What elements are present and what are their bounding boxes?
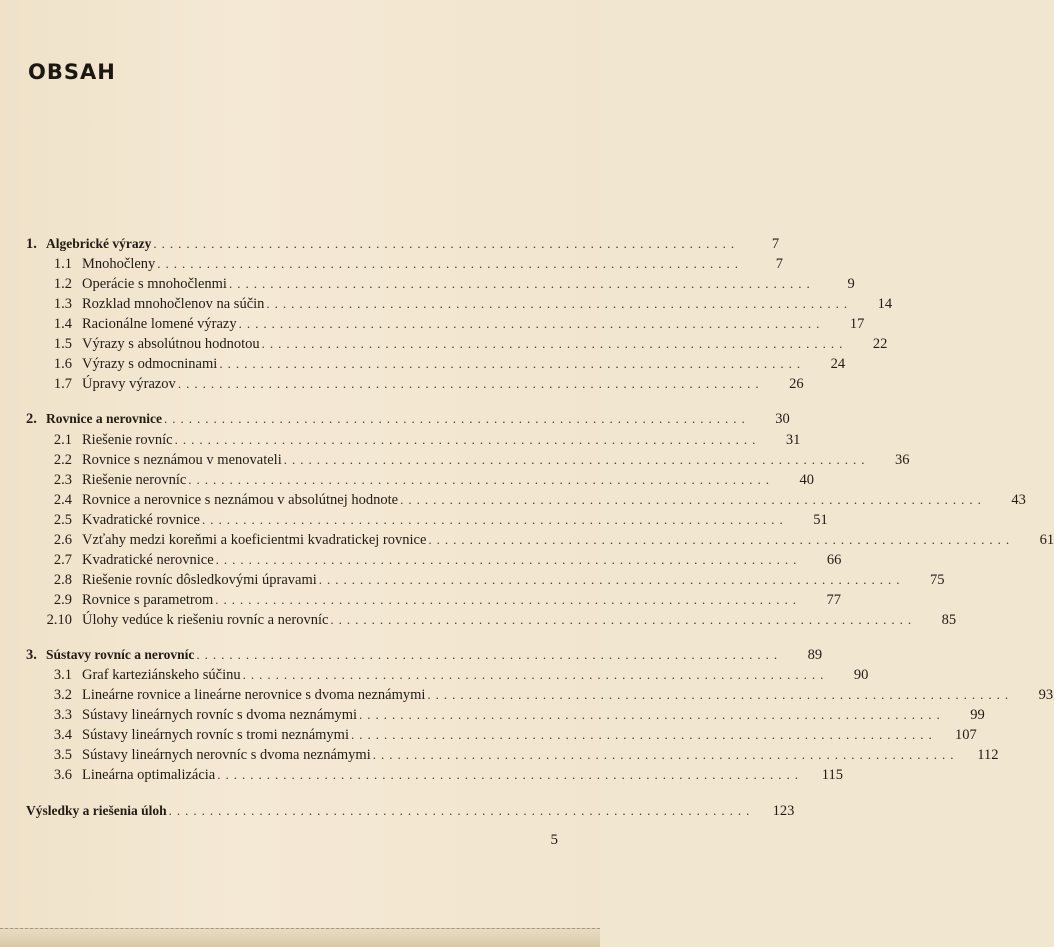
- toc-section-1-1[interactable]: [26, 253, 784, 273]
- section-title: Racionálne lomené výrazy: [82, 316, 237, 332]
- leader-dots: .......................................................................: [427, 687, 1014, 702]
- leader-dots: .......................................................................: [163, 411, 750, 426]
- toc-section-3-5[interactable]: [26, 744, 999, 764]
- toc-section-2-6[interactable]: [26, 529, 1054, 549]
- leader-dots: .......................................................................: [177, 376, 764, 391]
- page-number: 7: [771, 236, 780, 252]
- toc-section-1-5[interactable]: [26, 333, 888, 353]
- leader-dots: .......................................................................: [266, 296, 853, 311]
- section-number: 2.1: [53, 432, 72, 448]
- toc-section-3-4[interactable]: [26, 724, 977, 744]
- toc-section-2-10[interactable]: [26, 609, 957, 629]
- section-title: Graf karteziánskeho súčinu: [82, 667, 241, 683]
- toc-section-1-2[interactable]: [26, 273, 855, 293]
- page-number: 85: [941, 612, 957, 628]
- page-bottom-edge: [0, 928, 600, 947]
- section-title: Riešenie nerovníc: [82, 472, 187, 488]
- page-number: 7: [775, 256, 784, 272]
- page-number: 31: [785, 432, 801, 448]
- toc-chapter-3[interactable]: [26, 644, 823, 664]
- toc-section-2-5[interactable]: [26, 509, 828, 529]
- section-number: 3.1: [53, 667, 72, 683]
- toc-section-1-4[interactable]: [26, 313, 865, 333]
- section-number: 1.7: [53, 376, 72, 392]
- page-number: 26: [789, 376, 804, 392]
- folio-page-number: 5: [550, 832, 558, 848]
- leader-dots: .......................................................................: [215, 592, 802, 607]
- section-number: 1.6: [53, 356, 72, 372]
- section-number: 2.3: [53, 472, 72, 488]
- toc-section-2-2[interactable]: [26, 449, 910, 469]
- section-number: 2.2: [53, 452, 72, 468]
- section-number: 2.7: [53, 552, 72, 568]
- page-number: 77: [826, 592, 842, 608]
- page-number: 17: [849, 316, 865, 332]
- toc-chapter-1[interactable]: [26, 233, 780, 253]
- leader-dots: .......................................................................: [201, 512, 788, 527]
- page-number: 89: [807, 647, 823, 663]
- leader-dots: .......................................................................: [153, 236, 740, 251]
- page-number: 22: [872, 336, 888, 352]
- leader-dots: .......................................................................: [238, 316, 825, 331]
- leader-dots: .......................................................................: [157, 256, 744, 271]
- section-number: 2.8: [53, 572, 72, 588]
- leader-dots: .......................................................................: [242, 667, 829, 682]
- section-title: Úlohy vedúce k riešeniu rovníc a nerovníc: [82, 612, 329, 628]
- page-number: 51: [813, 512, 828, 528]
- toc-section-1-3[interactable]: [26, 293, 893, 313]
- toc-chapter-2[interactable]: [26, 408, 790, 428]
- section-title: Sústavy lineárnych rovníc s dvoma neznámymi: [82, 707, 358, 723]
- section-title: Operácie s mnohočlenmi: [82, 276, 227, 292]
- section-number: 3.2: [53, 687, 72, 703]
- page-number: 90: [853, 667, 869, 683]
- page-number: 123: [772, 803, 795, 819]
- section-title: Rovnice s neznámou v menovateli: [82, 452, 282, 468]
- leader-dots: .......................................................................: [372, 747, 959, 762]
- section-number: 2.5: [53, 512, 72, 528]
- section-title: Kvadratické nerovnice: [82, 552, 214, 568]
- section-title: Lineárna optimalizácia: [82, 767, 216, 783]
- leader-dots: .......................................................................: [228, 276, 815, 291]
- toc-section-2-8[interactable]: [26, 569, 945, 589]
- page-number: 75: [930, 572, 945, 588]
- page-title: OBSAH: [28, 60, 116, 84]
- section-title: Lineárne rovnice a lineárne nerovnice s dvoma neznámymi: [82, 687, 426, 703]
- leader-dots: .......................................................................: [318, 572, 905, 587]
- page-number: 99: [970, 707, 985, 723]
- leader-dots: .......................................................................: [350, 727, 937, 742]
- section-title: Výrazy s absolútnou hodnotou: [82, 336, 260, 352]
- section-title: Výrazy s odmocninami: [82, 356, 218, 372]
- leader-dots: .......................................................................: [283, 452, 870, 467]
- toc-section-2-3[interactable]: [26, 469, 815, 489]
- page-number: 40: [799, 472, 815, 488]
- page-number: 14: [877, 296, 893, 312]
- section-title: Kvadratické rovnice: [82, 512, 200, 528]
- page-number: 24: [830, 356, 846, 372]
- page-number: 36: [894, 452, 910, 468]
- page-number: 112: [977, 747, 999, 763]
- leader-dots: .......................................................................: [219, 356, 806, 371]
- section-number: 1.4: [53, 316, 72, 332]
- leader-dots: .......................................................................: [168, 803, 755, 818]
- section-title: Rozklad mnohočlenov na súčin: [82, 296, 265, 312]
- toc-appendix[interactable]: [26, 800, 795, 820]
- section-title: Riešenie rovníc dôsledkovými úpravami: [82, 572, 317, 588]
- toc-section-1-6[interactable]: [26, 353, 846, 373]
- toc-section-3-1[interactable]: [26, 664, 869, 684]
- section-number: 1.1: [53, 256, 72, 272]
- leader-dots: .......................................................................: [261, 336, 848, 351]
- section-number: 2.10: [46, 612, 72, 628]
- toc-section-1-7[interactable]: [26, 373, 804, 393]
- section-number: 2.9: [53, 592, 72, 608]
- leader-dots: .......................................................................: [330, 612, 917, 627]
- page-number: 66: [826, 552, 842, 568]
- page-number: 93: [1038, 687, 1054, 703]
- toc-section-3-2[interactable]: [26, 684, 1054, 704]
- chapter-number: 1.: [26, 236, 37, 252]
- section-number: 1.5: [53, 336, 72, 352]
- page-number: 115: [821, 767, 843, 783]
- section-title: Sústavy lineárnych nerovníc s dvoma neznámymi: [82, 747, 371, 763]
- leader-dots: .......................................................................: [188, 472, 775, 487]
- page-number: 9: [847, 276, 855, 292]
- section-title: Mnohočleny: [82, 256, 156, 272]
- toc-section-3-3[interactable]: [26, 704, 985, 724]
- leader-dots: .......................................................................: [174, 432, 761, 447]
- section-number: 3.5: [53, 747, 72, 763]
- leader-dots: .......................................................................: [217, 767, 803, 782]
- section-title: Riešenie rovníc: [82, 432, 173, 448]
- leader-dots: .......................................................................: [196, 647, 783, 662]
- page-number: 107: [954, 727, 977, 743]
- section-number: 1.3: [53, 296, 72, 312]
- section-title: Rovnice a nerovnice s neznámou v absolútnej hodnote: [82, 492, 399, 508]
- chapter-title: Rovnice a nerovnice: [46, 411, 162, 426]
- section-title: Rovnice s parametrom: [82, 592, 214, 608]
- leader-dots: .......................................................................: [359, 707, 945, 722]
- section-number: 2.4: [53, 492, 72, 508]
- page-number: 30: [775, 411, 790, 427]
- section-number: 3.3: [53, 707, 72, 723]
- section-title: Vzťahy medzi koreňmi a koeficientmi kvadratickej rovnice: [82, 532, 427, 548]
- section-title: Sústavy lineárnych rovníc s tromi neznámymi: [82, 727, 349, 743]
- leader-dots: .......................................................................: [215, 552, 802, 567]
- leader-dots: .......................................................................: [400, 492, 986, 507]
- section-title: Úpravy výrazov: [82, 376, 176, 392]
- chapter-title: Algebrické výrazy: [46, 236, 152, 251]
- section-number: 3.6: [53, 767, 72, 783]
- appendix-title: Výsledky a riešenia úloh: [26, 803, 167, 818]
- section-number: 1.2: [53, 276, 72, 292]
- toc-section-2-9[interactable]: [26, 589, 842, 609]
- toc-section-2-1[interactable]: [26, 429, 801, 449]
- section-number: 3.4: [53, 727, 72, 743]
- section-number: 2.6: [53, 532, 72, 548]
- page-number: 43: [1011, 492, 1026, 508]
- leader-dots: .......................................................................: [428, 532, 1015, 547]
- chapter-number: 3.: [26, 647, 37, 663]
- toc-section-3-6[interactable]: [26, 764, 843, 784]
- toc-section-2-4[interactable]: [26, 489, 1026, 509]
- toc-section-2-7[interactable]: [26, 549, 842, 569]
- chapter-number: 2.: [26, 411, 37, 427]
- page-number: 61: [1039, 532, 1054, 548]
- chapter-title: Sústavy rovníc a nerovníc: [46, 647, 195, 662]
